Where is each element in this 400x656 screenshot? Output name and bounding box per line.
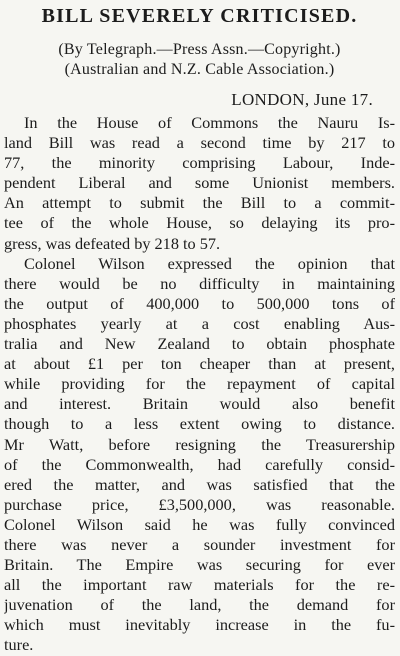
text-line: pendent Liberal and some Unionist members. [4,173,395,193]
text-line: land Bill was read a second time by 217 to [4,133,395,153]
text-line: In the House of Commons the Nauru Is- [24,113,395,132]
text-line: tralia and New Zealand to obtain phosphate [4,334,395,354]
text-line: An attempt to submit the Bill to a commit- [4,193,395,213]
text-line: there was never a sounder investment for [4,534,395,554]
text-line: all the important raw materials for the re- [4,575,395,595]
text-line: phosphates yearly at a cost enabling Aus- [4,313,395,333]
text-line: Britain. The Empire was securing for ever [4,555,395,575]
text-line: tee of the whole House, so delaying its pro- [4,213,395,233]
text-line: purchase price, £3,500,000, was reasonable. [4,494,395,514]
text-line: at about £1 per ton cheaper than at present, [4,354,395,374]
text-line: there would be no difficulty in maintaining [4,273,395,293]
article-headline: BILL SEVERELY CRITICISED. [41,5,358,27]
text-line: juvenation of the land, the demand for [4,595,395,615]
text-line: Colonel Wilson expressed the opinion that [24,253,395,273]
text-line: gress, was defeated by 218 to 57. [4,233,221,253]
text-line: of the Commonwealth, had carefully consid- [4,454,395,474]
text-line: which must inevitably increase in the fu- [4,615,395,635]
text-line: ered the matter, and was satisfied that the [4,474,395,494]
text-line: while providing for the repayment of capital [4,374,395,394]
credit-line-cable-association: (Australian and N.Z. Cable Association.) [64,61,335,78]
text-line: ture. [4,635,34,655]
credit-line-telegraph: (By Telegraph.—Press Assn.—Copyright.) [58,41,341,58]
article-dateline: LONDON, June 17. [231,90,373,109]
text-line: the output of 400,000 to 500,000 tons of [4,293,395,313]
article-paragraph-2 [4,254,395,656]
text-line: though to a less extent owing to distance. [4,414,395,434]
text-line: and interest. Britain would also benefit [4,394,395,414]
text-line: 77, the minority comprising Labour, Inde- [4,153,395,173]
text-line: Colonel Wilson said he was fully convinced [4,514,395,534]
text-line: Mr Watt, before resigning the Treasurership [4,434,395,454]
article-paragraph-1 [4,113,395,254]
